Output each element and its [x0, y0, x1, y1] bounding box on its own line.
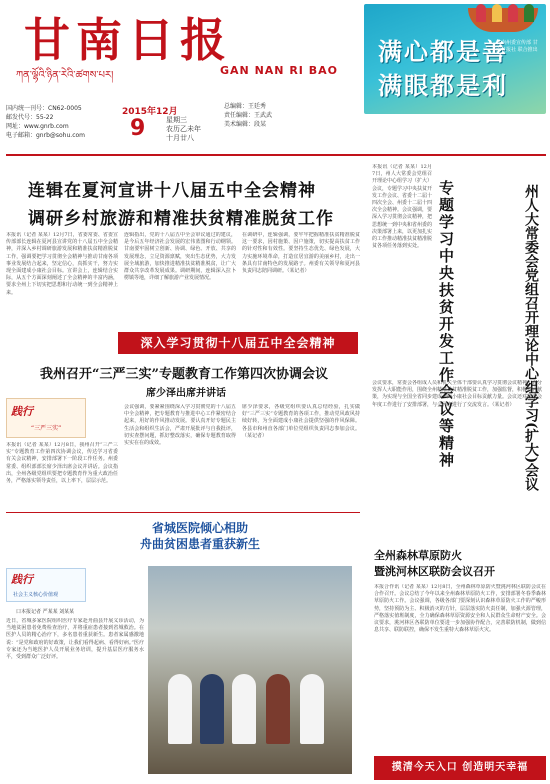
person-figure-icon: [266, 674, 290, 744]
figure-icon: [524, 4, 534, 22]
lead-story-col3: 在调研中，连辑强调，要牢牢把握精准扶贫精准脱贫这一要求，因村施策、因户施策，切实提高扶贫工作的针对性和有效性。要坚持生态优先、绿色发展，大力实施环境革命，打造宜居宜游的美丽乡村，走出一条具有甘南特色的发展路子。州委有关领导和夏河县负责同志陪同调研。（某记者）: [242, 232, 360, 275]
figure-icon: [508, 4, 518, 22]
issue-info-bar: [6, 96, 360, 152]
story2-col1: 本报讯（记者 某某）12月8日，我州召开“三严三实”专题教育工作第四次协调会议，传达学习省委有关会议精神，安排部署下一阶段工作任务。州委常委、组织部部长席少泽出席会议并讲话。会议指出，全州各级党组织要把专题教育作为重大政治任务，严格落实领导责任，以上率下，层层示范。: [6, 442, 118, 485]
newspaper-logo[interactable]: [6, 4, 360, 82]
editor-info: [224, 102, 360, 129]
right-feature-title[interactable]: 州人大常委会党组召开理论中心组学习(扩大)会议: [523, 184, 539, 492]
story2-subheadline: 席少泽出席并讲话: [146, 388, 226, 399]
lunar-year-line: 农历乙未年: [166, 125, 201, 133]
masthead-divider: [6, 154, 546, 156]
website-link[interactable]: 网址：www.gnrb.com: [6, 123, 69, 130]
logo-tibetan: ཀན་ལྷོའི་ཉིན་རེའི་ཚགས་པར།: [16, 70, 114, 81]
section-deck-banner: 深入学习贯彻十八届五中全会精神: [118, 332, 358, 354]
lead-headline-line2[interactable]: 调研乡村旅游和精准扶贫精准脱贫工作: [28, 209, 334, 229]
stamp-title: 践行: [11, 405, 33, 418]
right-news-headline[interactable]: [374, 548, 546, 580]
lunar-date-line: 十月廿八: [166, 134, 194, 142]
lead-story-col2: 连辑指出，党的十八届五中全会审议通过的建议，是今后五年经济社会发展的宏伟蓝图和行动纲领。甘南要牢固树立创新、协调、绿色、开放、共享的发展理念，立足资源禀赋，突出生态优势，大力发展全域旅游，加快推进精准扶贫精准脱贫，让广大群众共享改革发展成果。调研期间，连辑深入拉卜楞镇等地，详细了解旅游产业发展情况。: [124, 232, 236, 282]
ad-slogan-line2: 满眼都是利: [378, 71, 508, 100]
right-news-headline-line2: 暨洮河林区联防会议召开: [374, 565, 495, 578]
editor-line: 美术编辑：段某: [224, 121, 267, 128]
editor-line: 责任编辑：王武武: [224, 112, 273, 119]
bottom-advertisement[interactable]: 摸清今天入口 创造明天幸福: [374, 756, 546, 780]
news-photo[interactable]: [148, 566, 352, 774]
photo-story-byline: 口本报记者 严某某 刘某某: [16, 609, 75, 615]
stamp2-subtitle: 社会主义核心价值观: [13, 592, 59, 598]
story2-headline[interactable]: 我州召开“三严三实”专题教育工作第四次协调会议: [40, 367, 328, 382]
photo-story-title-line2: 舟曲贫困患者重获新生: [139, 537, 260, 551]
lead-story-col1: 本报讯（记者 某某）12月7日，省委常委、省委宣传部部长连辑在夏河县宣讲党的十八届五中全会精神，并深入乡村调研旅游发展和精准扶贫精准脱贫工作，强调要把学习贯彻全会精神与推动甘南各项事业发展结合起来，坚定信心，真抓实干，努力实现全面建成小康社会目标。宣讲会上，连辑结合实际，从五个方面深刻阐述了全会精神的丰富内涵，要求全州上下切实把思想和行动统一到全会精神上来。: [6, 232, 118, 296]
info-line: 邮发代号：55-22: [6, 114, 54, 121]
logo-pinyin: GAN NAN RI BAO: [220, 64, 338, 77]
story2-col3: 席少泽要求，各级党组织要认真总结经验，扎实做好“三严三实”专题教育的各项工作，推动党风政风持续好转，为全面建成小康社会提供坚强的作风保障。各县市和州直各部门单位党组织负责同志参加会议。（某记者）: [242, 404, 360, 439]
right-feature-col1: 本报讯（记者 某某）12月7日，州人大常委会党组召开理论中心组学习（扩大）会议，专题学习中央扶贫开发工作会议、省委十二届十四次全会、州委十二届十四次全会精神。会议强调，要深入学习贯彻会议精神，把思想统一到中央和省州委的决策部署上来，以更加扎实的工作推动精准扶贫精准脱贫各项任务落到实处。: [372, 164, 432, 250]
column-stamp-2: [6, 568, 86, 602]
story2-col2: 会议强调，要紧紧围绕深入学习贯彻党的十八届五中全会精神，把专题教育与推进中心工作紧密结合起来，用好的作风推动发展。要认真开好专题民主生活会和组织生活会，严肃开展批评与自我批评，切实查摆问题，抓好整改落实，确保专题教育取得实实在在的成效。: [124, 404, 236, 447]
figure-icon: [476, 4, 486, 22]
figure-icon: [492, 4, 502, 22]
person-figure-icon: [200, 674, 224, 744]
masthead: [0, 0, 550, 142]
logo-chinese: 甘南日报: [24, 13, 232, 67]
lead-headline-line1[interactable]: 连辑在夏河宣讲十八届五中全会精神: [28, 181, 316, 201]
column-stamp: [6, 398, 86, 438]
stamp2-title: 践行: [11, 573, 33, 586]
right-news-headline-line1: 全州森林草原防火: [374, 549, 462, 562]
right-feature-col2: 会议要求，常委会各组成人员和机关全体干部要认真学习贯彻会议精神，充分发挥人大职能作用，围绕全州精准扶贫精准脱贫工作，加强监督，积极建言献策，为实现与全国全省同步建成全面小康社会目标贡献力量。会议还对常委会年度工作进行了安排部署，与会同志进行了交流发言。（某记者）: [372, 380, 542, 408]
editor-line: 总编辑：王廷秀: [224, 103, 267, 110]
photo-story-title[interactable]: [110, 520, 290, 552]
person-figure-icon: [300, 674, 324, 744]
issue-day: 9: [130, 116, 146, 141]
photo-story-title-line1: 省城医院倾心相助: [151, 521, 248, 535]
stamp-subtitle: “三严三实”: [31, 425, 62, 432]
right-feature-subtitle[interactable]: 专题学习中央扶贫开发工作会议等精神: [437, 180, 455, 469]
publication-info: [6, 104, 118, 140]
person-figure-icon: [168, 674, 192, 744]
person-figure-icon: [232, 674, 256, 744]
info-line: 国内统一刊号：CN62-0005: [6, 105, 82, 112]
weekday-line: 星期三: [166, 116, 187, 124]
email-link[interactable]: 电子邮箱：gnrb@sohu.com: [6, 132, 86, 139]
ad-small-text: 甘南州委宣传部 甘南日报社 联合推出: [496, 40, 538, 53]
ad-slogan-line1: 满心都是善: [378, 37, 508, 66]
section-divider: [6, 512, 360, 513]
issue-year-month: 2015年12月: [122, 107, 178, 117]
right-news-body: 本报合作讯（记者 某某）12月8日，全州森林草原防火暨洮河林区联防会议在合作召开。会议总结了今年以来全州森林草原防火工作，安排部署冬春季森林草原防火工作。会议强调，各级各部门要深刻认识森林草原防火工作的严峻形势，坚持预防为主、积极消灭的方针，层层落实防火责任制，加强火源管理，严格落实值班制度，全力确保森林草原资源安全和人民群众生命财产安全。会议要求，洮河林区各联防单位要进一步加强协作配合，完善联防机制，做到信息共享、联防联控，确保不发生重特大森林草原火灾。: [374, 584, 546, 634]
photo-story-body: 近日，省城多家医院组织医疗专家赴舟曲县开展义诊活动，为当地贫困患者免费检查治疗，并将重症患者接到省城救治。在医护人员的精心治疗下，多名患者重获新生。患者家属感激地说：“是党和政府的好政策，让我们看得起病、看得好病。”医疗专家还为当地医护人员开展业务培训，提升基层医疗服务水平，受到群众广泛好评。: [6, 618, 144, 661]
issue-weekday: [166, 116, 201, 143]
top-advertisement[interactable]: [364, 4, 546, 114]
